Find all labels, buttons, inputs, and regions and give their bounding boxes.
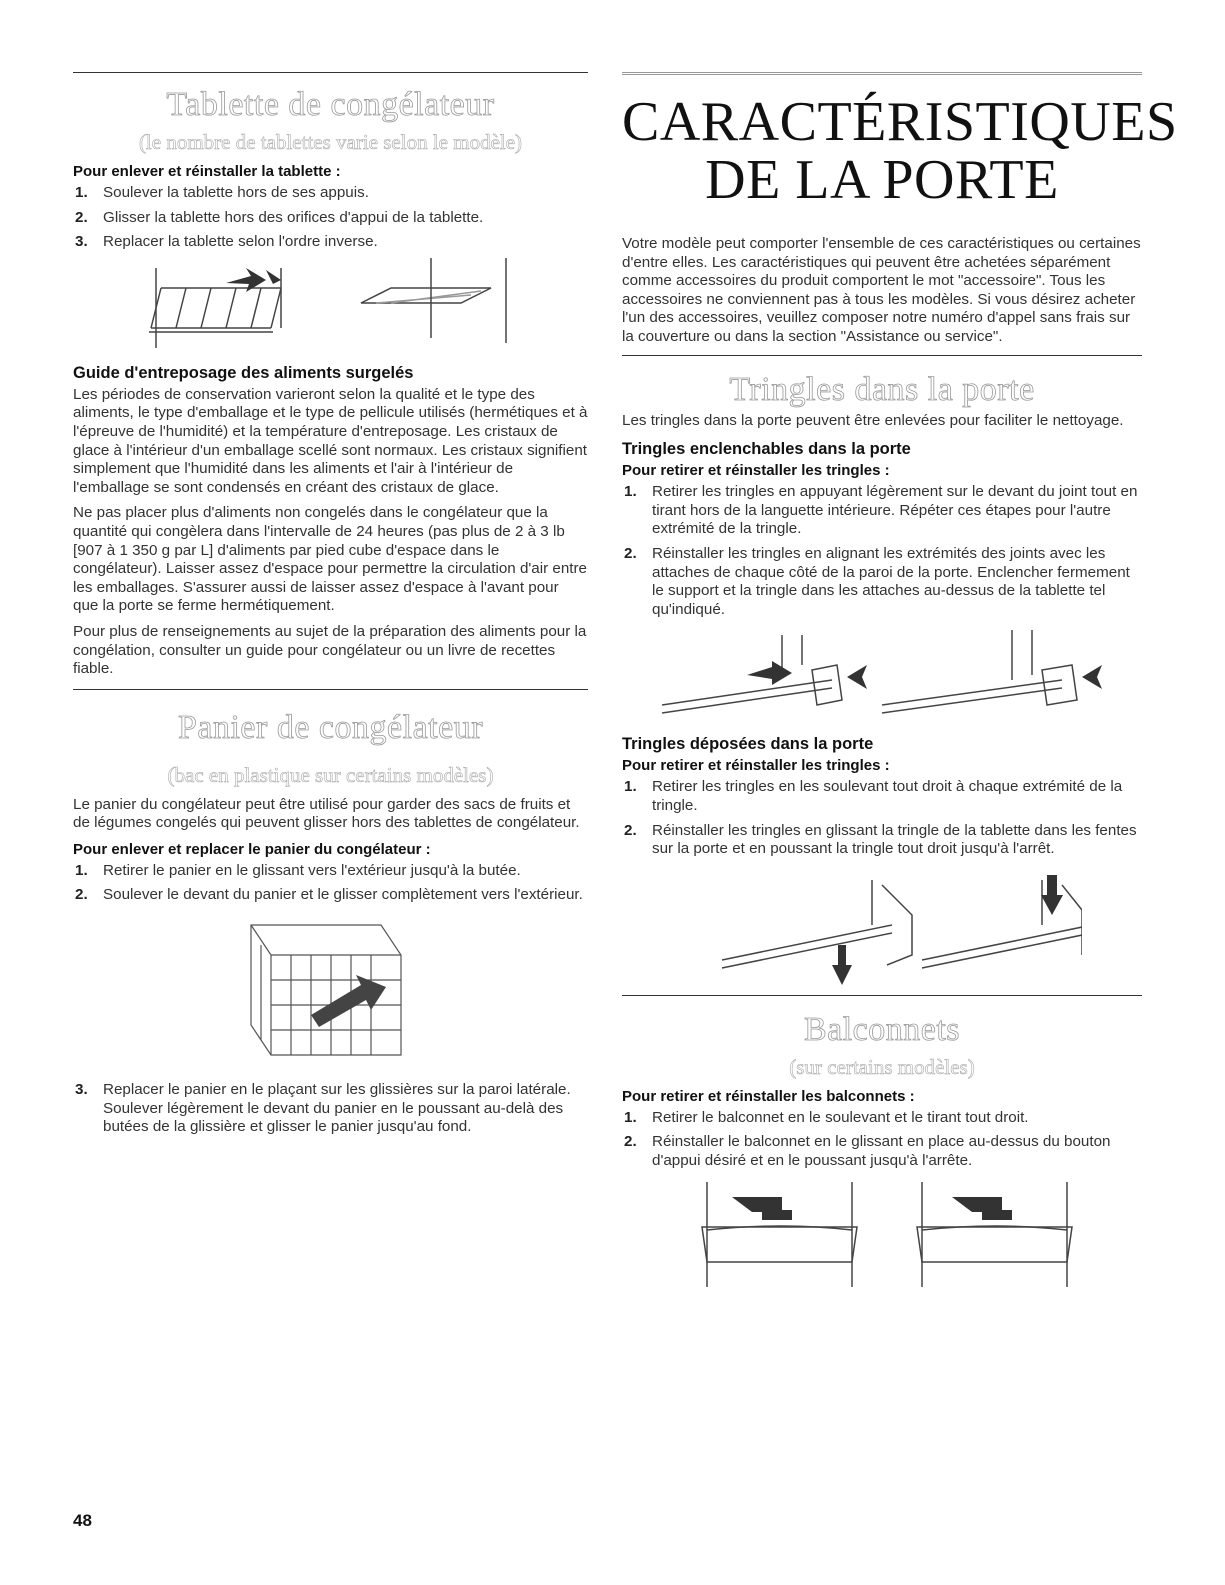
page-number: 48 [73, 1511, 92, 1530]
divider [622, 72, 1142, 75]
list-item: 1. Retirer le balconnet en le soulevant et le tirant tout droit. [624, 1108, 1029, 1126]
divider [622, 995, 1142, 996]
storage-paragraph: Ne pas placer plus d'aliments non congelés dans le congélateur que la quantité qui congèlera dans l'intervalle de 24 heures (pas plus de 2 à 3 lb [907 à 1 350 g par L] d'aliments par pied cube d'espace dans le congélateur). Laisser assez d'espace pour permettre la circulation d'air entre les emballages. S'assurer aussi de laisser assez d'espace à l'avant pour que la porte se ferme hermétiquement. [73, 504, 588, 615]
section-subtitle-freezer-shelf: (le nombre de tablettes varie selon le modèle) [138, 130, 523, 154]
storage-paragraph: Pour plus de renseignements au sujet de la préparation des aliments pour la congélation, consulter un guide pour congélateur ou un livre de recettes fiable. [73, 622, 587, 678]
door-bin-illustration-icon [662, 1182, 1102, 1292]
section-title-freezer-shelf: Tablette de congélateur [166, 86, 495, 123]
list-item: 3. Replacer le panier en le plaçant sur les glissières sur la paroi latérale. Soulever légèrement le devant du panier en le poussant au-delà des butées de la glissière et glisser le panier jusqu'au fond. [75, 1081, 571, 1136]
basket-steps [73, 862, 588, 905]
snap-rails-heading: Tringles enclenchables dans la porte [622, 440, 911, 459]
left-column [73, 68, 588, 1143]
page-title: CARACTÉRISTIQUES DE LA PORTE [622, 91, 1178, 211]
basket-step-3 [73, 1081, 588, 1137]
list-item: 2. Réinstaller le balconnet en le glissant en place au-dessus du bouton d'appui désiré et en le poussant jusqu'à l'arrête. [624, 1133, 1111, 1169]
list-item: 2. Soulever le devant du panier et le glisser complètement vers l'extérieur. [75, 886, 583, 904]
snap-rails-subheading: Pour retirer et réinstaller les tringles : [622, 462, 890, 480]
door-features-intro: Votre modèle peut comporter l'ensemble de ces caractéristiques ou certaines d'entre elles. Les caractéristiques qui peuvent être achetées séparément comme accessoires du produit comportent le mot "accessoire". Tous les accessoires ne conviennent pas à tous les modèles. Si vous désirez acheter l'un des accessoires, veuillez composer notre numéro d'appel sans frais sur la couverture ou dans la section "Assistance ou service". [622, 235, 1141, 345]
dropin-rail-illustration-icon [682, 865, 1082, 985]
section-title-door-rails: Tringles dans la porte [729, 370, 1035, 408]
list-item: 1. Retirer les tringles en les soulevant tout droit à chaque extrémité de la tringle. [624, 778, 1123, 814]
list-item: 2. Réinstaller les tringles en glissant la tringle de la tablette dans les fentes sur la porte et en poussant la tringle tout droit jusqu'à l'arrêt. [624, 821, 1137, 858]
basket-intro: Le panier du congélateur peut être utilisé pour garder des sacs de fruits et de légumes congelés qui peuvent glisser hors des tablettes de congélateur. [73, 795, 580, 832]
section-subtitle-door-bins: (sur certains modèles) [789, 1054, 975, 1079]
divider [73, 72, 588, 73]
bins-instructions-heading: Pour retirer et réinstaller les balconnets : [622, 1087, 915, 1105]
list-item: 2. Réinstaller les tringles en alignant les extrémités des joints avec les attaches de chaque côté de la paroi de la porte. Enclencher fermement le support et la tringle dans les attaches au-dessus de la tablette tel qu'indiqué. [624, 544, 1130, 618]
right-column [622, 68, 1178, 1292]
freezer-basket-illustration-icon [231, 915, 431, 1065]
storage-guide-heading: Guide d'entreposage des aliments surgelés [73, 363, 414, 382]
storage-paragraph: Les périodes de conservation varieront selon la qualité et le type des aliments, le type d'emballage et le type de pellicule utilisés (hermétiques et à l'épreuve de l'humidité) et la température d'entreposage. Les cristaux de glace à l'intérieur d'un emballage scellé sont normaux. Les cristaux signifient simplement que l'humidité dans les aliments et l'air à l'intérieur de l'emballage se sont condensés en créant des cristaux de glace. [73, 385, 588, 496]
dropin-rails-steps [622, 778, 1142, 858]
divider [622, 355, 1142, 356]
list-item: 1. Retirer le panier en le glissant vers l'extérieur jusqu'à la butée. [75, 861, 521, 879]
list-item: 1. Soulever la tablette hors de ses appuis. [75, 184, 369, 201]
dropin-rails-subheading: Pour retirer et réinstaller les tringles : [622, 757, 890, 775]
list-item: 1. Retirer les tringles en appuyant légèrement sur le devant du joint tout en tirant hors de la languette intérieure. Répéter ces étapes pour l'autre extrémité de la tringle. [624, 483, 1138, 538]
section-subtitle-freezer-basket: (bac en plastique sur certains modèles) [167, 762, 494, 787]
dropin-rails-heading: Tringles déposées dans la porte [622, 735, 874, 754]
shelf-instructions-heading: Pour enlever et réinstaller la tablette : [73, 163, 341, 180]
basket-instructions-heading: Pour enlever et replacer le panier du congélateur : [73, 840, 431, 858]
divider [73, 689, 588, 690]
list-item: 3. Replacer la tablette selon l'ordre inverse. [75, 233, 378, 251]
list-item: 2. Glisser la tablette hors des orifices d'appui de la tablette. [75, 208, 484, 226]
section-title-door-bins: Balconnets [803, 1010, 961, 1048]
freezer-shelf-illustration-icon [131, 258, 531, 348]
bins-steps [622, 1109, 1142, 1171]
shelf-steps [73, 184, 588, 252]
section-title-freezer-basket: Panier de congélateur [177, 708, 484, 746]
snap-rail-illustration-icon [632, 625, 1132, 725]
rails-intro: Les tringles dans la porte peuvent être enlevées pour faciliter le nettoyage. [622, 411, 1124, 429]
snap-rails-steps [622, 483, 1142, 619]
